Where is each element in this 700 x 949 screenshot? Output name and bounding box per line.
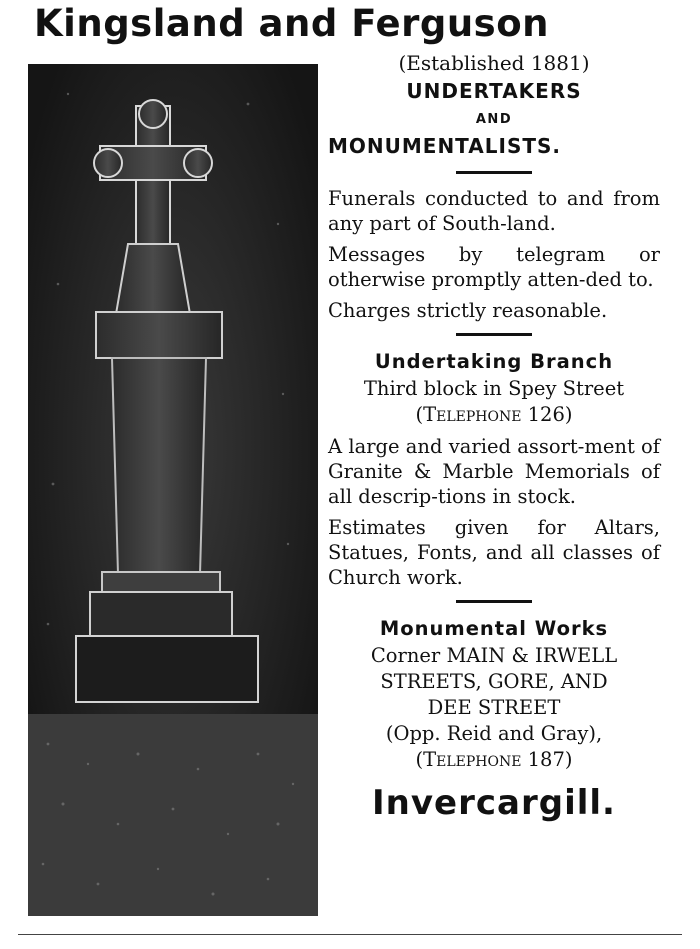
monumentalists-heading: MONUMENTALISTS. [328, 134, 561, 158]
assortment-text: A large and varied assort-ment of Granite & Marble Memorials of all descrip-tions in stock. [328, 435, 660, 508]
works-address-line1: Corner MAIN & IRWELL [370, 644, 618, 667]
company-title: Kingsland and Ferguson [34, 2, 549, 45]
city-name: Invercargill. [372, 783, 616, 823]
ground-area [28, 714, 318, 916]
monument-base-lower [76, 636, 258, 702]
branch-location: Third block in Spey Street [363, 377, 625, 400]
monument-plinth [102, 572, 220, 592]
branch-telephone: (Telephone 126) [415, 403, 573, 426]
charges-text: Charges strictly reasonable. [328, 299, 608, 322]
estimates-text: Estimates given for Altars, Statues, Fonts, and all classes of Church work. [328, 516, 660, 589]
section-divider [456, 333, 532, 336]
bottom-border [18, 934, 682, 935]
undertakers-heading: UNDERTAKERS [406, 79, 582, 103]
monument-illustration [28, 64, 318, 916]
works-address-and: AND [560, 670, 608, 693]
advertisement-text [328, 50, 660, 823]
works-address-line4: (Opp. Reid and Gray), [385, 722, 603, 745]
works-address-streets: STREETS, GORE, [380, 670, 555, 693]
and-connector: AND [475, 112, 513, 127]
funerals-text: Funerals conducted to and from any part of South-land. [328, 187, 660, 235]
monumental-works-heading: Monumental Works [379, 617, 609, 640]
works-telephone: (Telephone 187) [415, 748, 573, 771]
section-divider [456, 600, 532, 603]
established-line: (Established 1881) [398, 51, 590, 75]
monument-capital [116, 244, 190, 314]
monument-shaft [112, 358, 206, 574]
messages-text: Messages by telegram or otherwise promptly atten-ded to. [328, 243, 660, 291]
works-address-line3: DEE STREET [427, 696, 561, 719]
section-divider [456, 171, 532, 174]
monument-cap [96, 312, 222, 358]
undertaking-branch-heading: Undertaking Branch [374, 350, 614, 373]
works-address-line2 [328, 669, 660, 695]
monument-photo [28, 64, 318, 916]
monument-base-upper [90, 592, 232, 636]
